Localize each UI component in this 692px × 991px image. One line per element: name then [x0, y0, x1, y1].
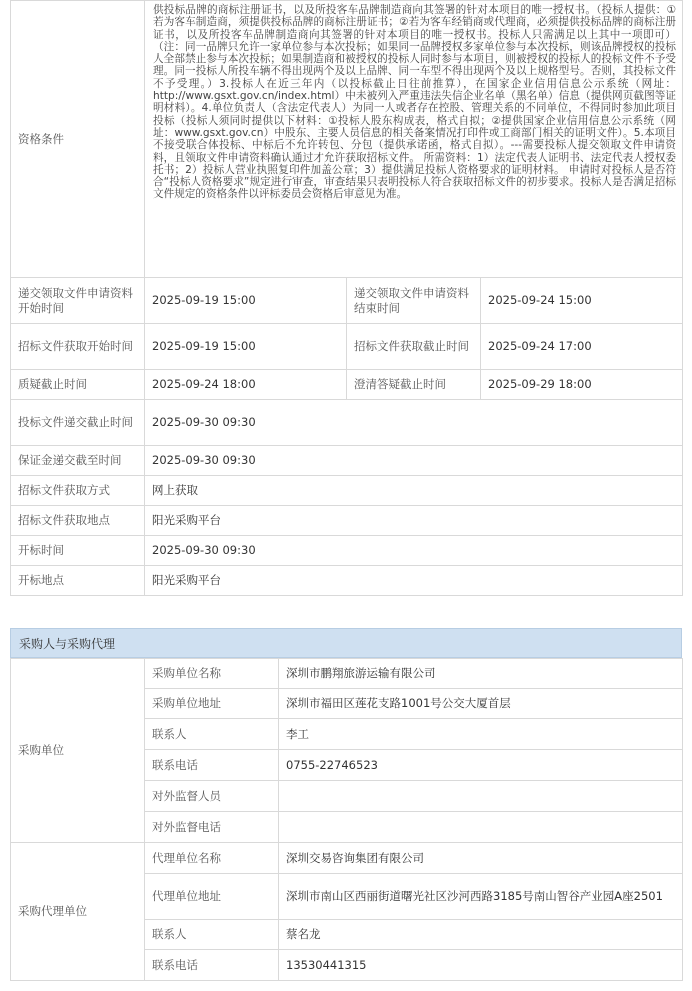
purchaser-group-label: 采购单位 [11, 659, 145, 843]
open-time-value: 2025-09-30 09:30 [145, 536, 683, 566]
apply-start-label: 递交领取文件申请资料开始时间 [11, 278, 145, 324]
purchaser-address-label: 采购单位地址 [145, 689, 279, 719]
agent-name-label: 代理单位名称 [145, 843, 279, 874]
table-row [11, 659, 683, 689]
supervisor-value [279, 781, 683, 812]
deposit-deadline-label: 保证金递交截至时间 [11, 446, 145, 476]
agent-phone-value: 13530441315 [279, 950, 683, 981]
tender-details-table-wrap [10, 0, 682, 596]
agent-address-value: 深圳市南山区西丽街道曙光社区沙河西路3185号南山智谷产业园A座2501 [279, 874, 683, 920]
table-row [11, 843, 683, 874]
tender-details-table [10, 0, 683, 596]
get-place-value: 阳光采购平台 [145, 506, 683, 536]
open-place-label: 开标地点 [11, 566, 145, 596]
agent-contact-value: 蔡名龙 [279, 920, 683, 950]
table-row [11, 324, 683, 370]
section-title: 采购人与采购代理 [10, 628, 682, 658]
agent-contact-label: 联系人 [145, 920, 279, 950]
query-end-value: 2025-09-24 18:00 [145, 370, 347, 400]
purchaser-phone-label: 联系电话 [145, 750, 279, 781]
purchaser-contact-label: 联系人 [145, 719, 279, 750]
apply-end-label: 递交领取文件申请资料结束时间 [347, 278, 481, 324]
supervisor-phone-label: 对外监督电话 [145, 812, 279, 843]
get-end-label: 招标文件获取截止时间 [347, 324, 481, 370]
get-start-value: 2025-09-19 15:00 [145, 324, 347, 370]
qualification-text: 供投标品牌的商标注册证书，以及所投客车品牌制造商向其签署的针对本项目的唯一授权书。（投标人提供：①若为客车制造商，须提供投标品牌的商标注册证书；②若为客车经销商或代理商，必须提供投标品牌的商标注册证书，以及所投客车品牌制造商向其签署的针对本项目的唯一授权书。投标人只需满足以上其中一项即可）（注：同一品牌只允许一家单位参与本次投标；如果同一品牌授权多家单位参与本次投标，则该品牌授权的投标人全部禁止参与本次投标；如果制造商和被授权的投标人同时参与本项目，则被授权的投标人的投标文件不予受理。同一投标人所投车辆不得出现两个及以上品牌、同一车型不得出现两个及以上规格型号。否则，其投标文件不予受理。）3.投标人在近三年内（以投标截止日往前推算），在国家企业信用信息公示系统（网址：http://www.gsxt.gov.cn/index.html）中未被列入严重违法失信企业名单（黑名单）信息（提供网页截图等证明材料）。4.单位负责人（含法定代表人）为同一人或者存在控股、管理关系的不同单位，不得同时参加此项目投标（投标人须同时提供以下材料：①投标人股东构成表，格式自拟；②提供国家企业信用信息公示系统（网址：www.gsxt.gov.cn）中股东、主要人员信息的相关备案情况打印件或工商部门相关的证明文件）。5.本项目不接受联合体投标、中标后不允许转包、分包（提供承诺函，格式自拟）。---需要投标人提交领取文件申请资料，且领取文件申请资料确认通过才允许获取招标文件。 所需资料：1）法定代表人证明书、法定代表人授权委托书；2）投标人营业执照复印件加盖公章；3）提供满足投标人资格要求的证明材料。 申请时对投标人是否符合“投标人资格要求”规定进行审查，审查结果只表明投标人符合获取招标文件的初步要求。投标人是否满足招标文件规定的资格条件以评标委员会资格后审意见为准。 [145, 1, 683, 278]
purchaser-contact-value: 李工 [279, 719, 683, 750]
bid-deadline-label: 投标文件递交截止时间 [11, 400, 145, 446]
get-method-label: 招标文件获取方式 [11, 476, 145, 506]
apply-end-value: 2025-09-24 15:00 [481, 278, 683, 324]
query-end-label: 质疑截止时间 [11, 370, 145, 400]
agent-group-label: 采购代理单位 [11, 843, 145, 981]
open-time-label: 开标时间 [11, 536, 145, 566]
agent-name-value: 深圳交易咨询集团有限公司 [279, 843, 683, 874]
purchaser-name-value: 深圳市鹏翔旅游运输有限公司 [279, 659, 683, 689]
table-row [11, 476, 683, 506]
supervisor-label: 对外监督人员 [145, 781, 279, 812]
table-row [11, 566, 683, 596]
table-row [11, 370, 683, 400]
get-start-label: 招标文件获取开始时间 [11, 324, 145, 370]
get-end-value: 2025-09-24 17:00 [481, 324, 683, 370]
deposit-deadline-value: 2025-09-30 09:30 [145, 446, 683, 476]
qualification-row [11, 1, 683, 278]
purchaser-address-value: 深圳市福田区莲花支路1001号公交大厦首层 [279, 689, 683, 719]
get-place-label: 招标文件获取地点 [11, 506, 145, 536]
agent-address-label: 代理单位地址 [145, 874, 279, 920]
table-row [11, 506, 683, 536]
bid-deadline-value: 2025-09-30 09:30 [145, 400, 683, 446]
purchaser-name-label: 采购单位名称 [145, 659, 279, 689]
clarify-end-label: 澄清答疑截止时间 [347, 370, 481, 400]
open-place-value: 阳光采购平台 [145, 566, 683, 596]
purchaser-agent-section [10, 628, 682, 981]
agent-phone-label: 联系电话 [145, 950, 279, 981]
clarify-end-value: 2025-09-29 18:00 [481, 370, 683, 400]
supervisor-phone-value [279, 812, 683, 843]
apply-start-value: 2025-09-19 15:00 [145, 278, 347, 324]
purchaser-agent-table [10, 658, 683, 981]
get-method-value: 网上获取 [145, 476, 683, 506]
table-row [11, 536, 683, 566]
table-row [11, 400, 683, 446]
qualification-label: 资格条件 [11, 1, 145, 278]
table-row [11, 446, 683, 476]
purchaser-phone-value: 0755-22746523 [279, 750, 683, 781]
table-row [11, 278, 683, 324]
